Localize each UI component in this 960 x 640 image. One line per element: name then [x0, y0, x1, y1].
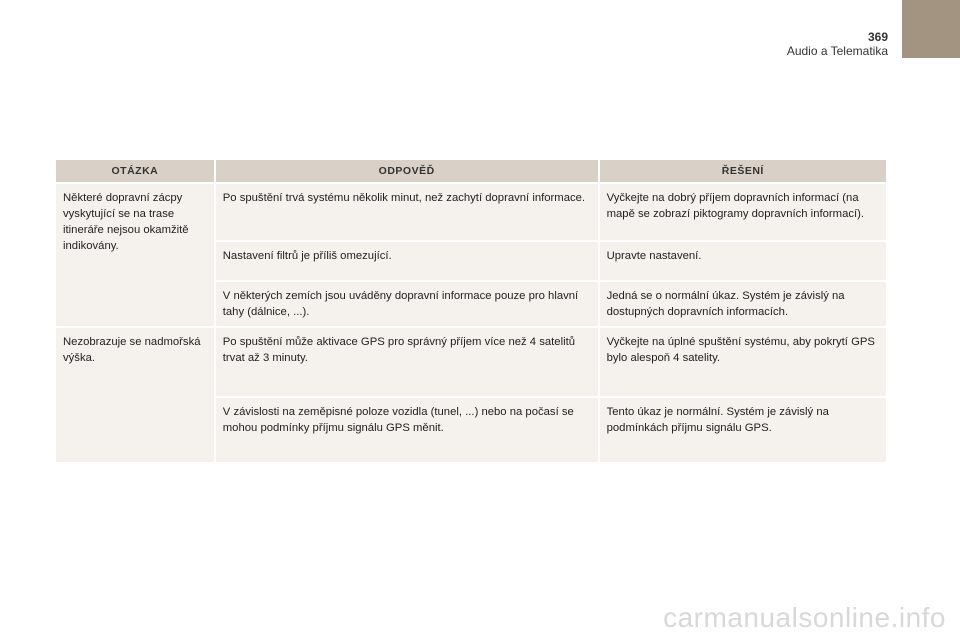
solution-cell: Jedná se o normální úkaz. Systém je závislý na dostupných dopravních informacích.	[600, 280, 886, 326]
section-title: Audio a Telematika	[786, 44, 888, 58]
answer-cell: V některých zemích jsou uváděny dopravní informace pouze pro hlavní tahy (dálnice, ...).	[216, 280, 600, 326]
table-row	[56, 182, 886, 240]
question-cell: Nezobrazuje se nadmořská výška.	[56, 326, 216, 462]
page-number: 369	[867, 30, 888, 44]
watermark: carmanualsonline.info	[663, 602, 946, 633]
table-row	[56, 326, 886, 396]
solution-cell: Vyčkejte na úplné spuštění systému, aby pokrytí GPS bylo alespoň 4 satelity.	[600, 326, 886, 396]
answer-cell: Nastavení filtrů je příliš omezující.	[216, 240, 600, 280]
corner-tab	[902, 0, 960, 58]
troubleshooting-table	[56, 160, 886, 462]
solution-cell: Upravte nastavení.	[600, 240, 886, 280]
solution-cell: Tento úkaz je normální. Systém je závislý na podmínkách příjmu signálu GPS.	[600, 396, 886, 462]
answer-cell: Po spuštění může aktivace GPS pro správný příjem více než 4 satelitů trvat až 3 minuty.	[216, 326, 600, 396]
answer-cell: Po spuštění trvá systému několik minut, než zachytí dopravní informace.	[216, 182, 600, 240]
table-header-row	[56, 160, 886, 182]
column-header-solution: ŘEŠENÍ	[600, 160, 886, 182]
solution-cell: Vyčkejte na dobrý příjem dopravních informací (na mapě se zobrazí piktogramy dopravních informací).	[600, 182, 886, 240]
column-header-question: OTÁZKA	[56, 160, 216, 182]
question-cell: Některé dopravní zácpy vyskytující se na trase itineráře nejsou okamžitě indikovány.	[56, 182, 216, 326]
column-header-answer: ODPOVĚĎ	[216, 160, 600, 182]
answer-cell: V závislosti na zeměpisné poloze vozidla (tunel, ...) nebo na počasí se mohou podmínky příjmu signálu GPS měnit.	[216, 396, 600, 462]
